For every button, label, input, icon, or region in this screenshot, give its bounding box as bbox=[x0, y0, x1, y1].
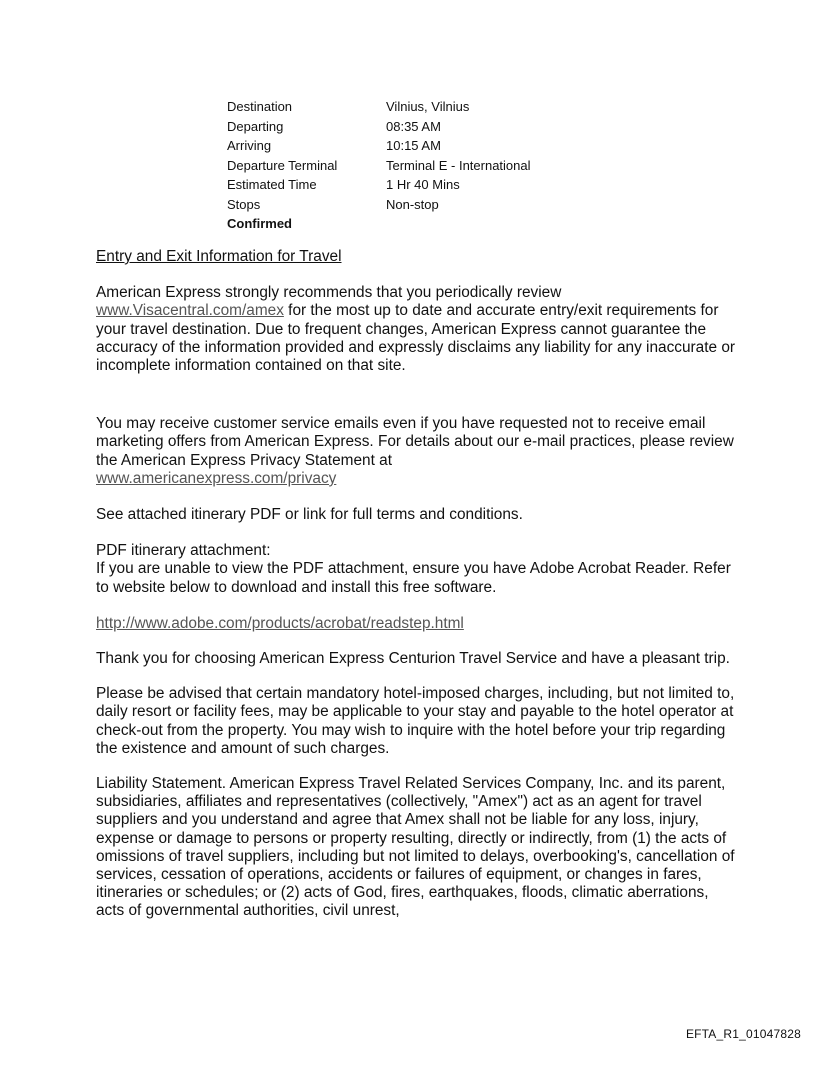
flight-label: Destination bbox=[227, 99, 293, 114]
entry-exit-intro: American Express strongly recommends that you periodically review bbox=[96, 284, 562, 302]
flight-details bbox=[227, 97, 531, 234]
pdf-instructions: If you are unable to view the PDF attachment, ensure you have Adobe Acrobat Reader. Refer to website below to download and install this free software. bbox=[96, 560, 731, 596]
hotel-charges-paragraph: Please be advised that certain mandatory hotel-imposed charges, including, but not limited to, daily resort or facility fees, may be applicable to your stay and payable to the hotel operator at check-out from the property. You may wish to inquire with the hotel before your trip regarding the existence and amount of such charges. bbox=[96, 685, 735, 757]
flight-label: Stops bbox=[227, 196, 261, 212]
flight-value: 10:15 AM bbox=[386, 138, 441, 153]
confirmed-status: Confirmed bbox=[227, 216, 292, 231]
liability-paragraph: Liability Statement. American Express Travel Related Services Company, Inc. and its parent, subsidiaries, affiliates and representatives (collectively, "Amex") act as an agent for travel suppliers and you understand and agree that Amex shall not be liable for any loss, injury, expense or damage to persons or property resulting, directly or indirectly, from (1) the acts of omissions of travel suppliers, including but not limited to delays, overbooking's, cancellation of services, cessation of operations, accidents or failures of equipment, or changes in fares, itineraries or schedules; or (2) acts of God, fires, earthquakes, floods, climatic aberrations, acts of governmental authorities, civil unrest, bbox=[96, 775, 735, 920]
entry-exit-paragraph bbox=[96, 284, 736, 375]
adobe-download-link[interactable]: http://www.adobe.com/products/acrobat/readstep.html bbox=[96, 614, 464, 632]
document-id: EFTA_R1_01047828 bbox=[685, 1027, 801, 1041]
email-notice-paragraph bbox=[96, 415, 736, 488]
entry-exit-details: for the most up to date and accurate entry/exit requirements for your travel destination. Due to frequent changes, American Express cannot guarantee the accuracy of the information provided and expressly disclaims any liability for any inaccurate or incomplete information contained on that site. bbox=[96, 302, 736, 375]
privacy-link[interactable]: www.americanexpress.com/privacy bbox=[96, 469, 337, 487]
flight-row-destination bbox=[227, 97, 531, 117]
flight-value: 08:35 AM bbox=[386, 118, 441, 134]
email-notice-text: You may receive customer service emails even if you have requested not to receive email marketing offers from American Express. For details about our e-mail practices, please review the American Express Privacy Statement at bbox=[96, 415, 734, 469]
pdf-heading: PDF itinerary attachment: bbox=[96, 542, 271, 560]
flight-value: Terminal E - International bbox=[386, 157, 531, 173]
flight-value: Vilnius, Vilnius bbox=[386, 99, 470, 114]
flight-value: 1 Hr 40 Mins bbox=[386, 177, 460, 192]
terms-note: See attached itinerary PDF or link for full terms and conditions. bbox=[96, 506, 523, 524]
thanks-paragraph: Thank you for choosing American Express Centurion Travel Service and have a pleasant trip. bbox=[96, 650, 730, 668]
flight-label: Arriving bbox=[227, 138, 272, 153]
flight-row-estimated-time bbox=[227, 175, 531, 195]
flight-row-stops bbox=[227, 195, 531, 215]
adobe-download-link-paragraph bbox=[96, 615, 736, 633]
flight-row-arriving bbox=[227, 136, 531, 156]
visacentral-link[interactable]: www.Visacentral.com/amex bbox=[96, 302, 284, 320]
flight-row-departing bbox=[227, 117, 531, 137]
flight-label: Departure Terminal bbox=[227, 157, 338, 173]
flight-row-terminal bbox=[227, 156, 531, 176]
itinerary-notes bbox=[96, 248, 736, 921]
entry-exit-heading: Entry and Exit Information for Travel bbox=[96, 248, 342, 265]
flight-label: Estimated Time bbox=[227, 177, 317, 192]
flight-row-status bbox=[227, 214, 531, 234]
flight-value: Non-stop bbox=[386, 196, 439, 212]
flight-label: Departing bbox=[227, 118, 284, 134]
